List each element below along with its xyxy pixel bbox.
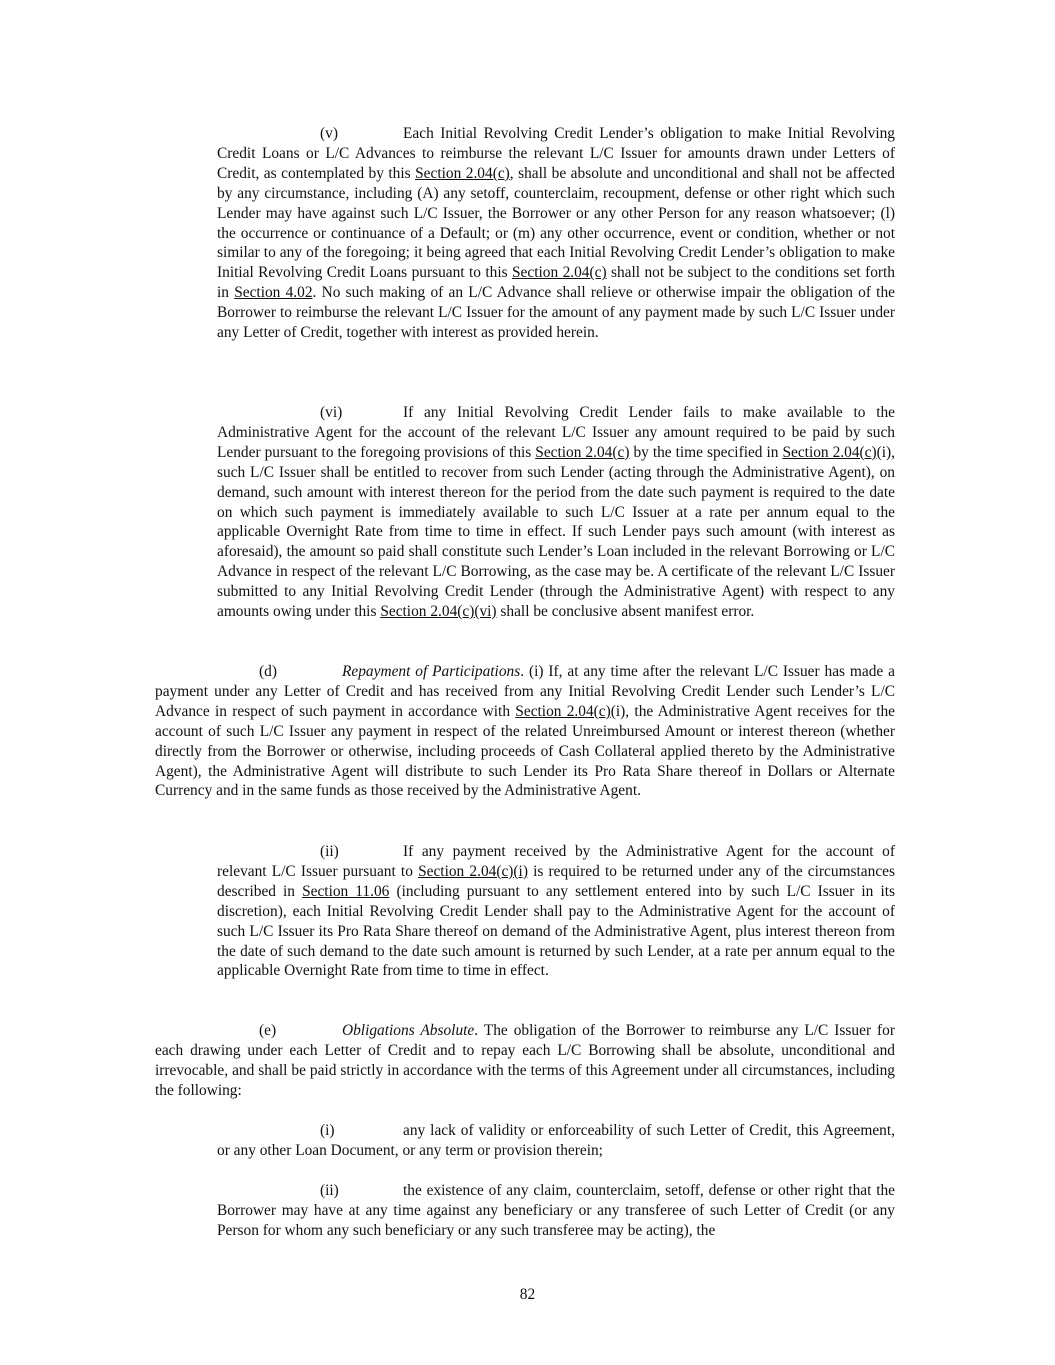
page-number: 82	[519, 1286, 536, 1303]
section-reference: Section 4.02	[234, 284, 313, 302]
paragraph-heading: Obligations Absolute	[342, 1022, 475, 1039]
paragraph-text: . No such making of an L/C Advance shall relieve or otherwise impair the obligation of the Borrower to reimburse the relevant L/C Issuer for the amount of any payment made by such L/C Issuer under any Letter of Credit, together with interest as provided herein.	[217, 284, 895, 342]
paragraph-d-ii	[217, 842, 895, 981]
paragraph-c-v	[217, 124, 895, 343]
section-reference: Section 2.04(c)	[415, 164, 510, 182]
paragraph-text: any lack of validity or enforceability of such Letter of Credit, this Agreement, or any other Loan Document, or any term or provision therein;	[217, 1122, 895, 1159]
paragraph-text: is required to be returned under any of the circumstances described in	[217, 862, 895, 900]
paragraph-text: the existence of any claim, counterclaim, setoff, defense or other right that the Borrower may have at any time against any beneficiary or any transferee of such Letter of Credit (or any Person for whom any such beneficiary or any such transferee may be acting), the	[217, 1182, 895, 1239]
paragraph-e	[155, 1021, 895, 1101]
paragraph-label: (v)	[320, 125, 338, 142]
paragraph-heading: Repayment of Participations	[342, 663, 521, 680]
paragraph-label: (d)	[259, 663, 277, 680]
paragraph-text: If any payment received by the Administrative Agent for the account of relevant L/C Issuer pursuant to	[217, 843, 895, 880]
paragraph-label: (e)	[259, 1022, 277, 1039]
section-reference: Section 2.04(c)	[512, 264, 607, 282]
paragraph-text: by the time specified in	[629, 443, 783, 461]
paragraph-e-ii	[217, 1181, 895, 1241]
paragraph-text: shall be conclusive absent manifest error.	[496, 603, 755, 621]
paragraph-e-i	[217, 1121, 895, 1161]
paragraph-text: . The obligation of the Borrower to reimburse any L/C Issuer for each drawing under each Letter of Credit and to repay each L/C Borrowing shall be absolute, unconditional and irrevocable, and shall be paid strictly in accordance with the terms of this Agreement under all circumstances, including the following:	[155, 1022, 895, 1099]
paragraph-text: . (i) If, at any time after the relevant L/C Issuer has made a payment under any Letter of Credit and has received from any Initial Revolving Credit Lender such Lender’s L/C Advance in respect of such payment in accordance with	[155, 663, 895, 720]
paragraph-c-vi	[217, 403, 895, 622]
paragraph-label: (vi)	[320, 404, 343, 421]
section-reference: Section 2.04(c)	[782, 443, 877, 461]
paragraph-text: , shall be absolute and unconditional and shall not be affected by any circumstance, including (A) any setoff, counterclaim, recoupment, defense or other right which such Lender may have against such L/C Issuer, the Borrower or any other Person for any reason whatsoever; (l) the occurrence or continuance of a Default; or (m) any other occurrence, event or condition, whether or not similar to any of the foregoing; it being agreed that each Initial Revolving Credit Lender’s obligation to make Initial Revolving Credit Loans pursuant to this	[217, 164, 895, 282]
paragraph-text: (including pursuant to any settlement entered into by such L/C Issuer in its discretion), each Initial Revolving Credit Lender shall pay to the Administrative Agent for the account of such L/C Issuer its Pro Rata Share thereof on demand of the Administrative Agent, plus interest thereon from the date of such demand to the date such amount is returned by such Lender, at a rate per annum equal to the applicable Overnight Rate from time to time in effect.	[217, 882, 895, 980]
paragraph-text: Each Initial Revolving Credit Lender’s obligation to make Initial Revolving Credit Loans or L/C Advances to reimburse the relevant L/C Issuer for amounts drawn under Letters of Credit, as contemplated by this	[217, 125, 895, 182]
paragraph-d	[155, 662, 895, 801]
paragraph-text: (i), the Administrative Agent receives for the account of such L/C Issuer any payment in respect of the related Unreimbursed Amount or interest thereon (whether directly from the Borrower or otherwise, including proceeds of Cash Collateral applied thereto by the Administrative Agent), the Administrative Agent will distribute to such Lender its Pro Rata Share thereof in Dollars or Alternate Currency and in the same funds as those received by the Administrative Agent.	[155, 702, 896, 800]
section-reference: Section 2.04(c)(vi)	[380, 603, 497, 621]
section-reference: Section 2.04(c)(i)	[418, 862, 528, 880]
section-reference: Section 2.04(c)	[535, 443, 630, 461]
paragraph-text: shall not be subject to the conditions set forth in	[217, 264, 895, 302]
paragraph-label: (ii)	[320, 843, 339, 860]
paragraph-text: If any Initial Revolving Credit Lender fails to make available to the Administrative Agent for the account of the relevant L/C Issuer any amount required to be paid by such Lender pursuant to the foregoing provisions of this	[217, 404, 895, 461]
paragraph-text: (i), such L/C Issuer shall be entitled to recover from such Lender (acting through the Administrative Agent), on demand, such amount with interest thereon for the period from the date such payment is required to the date on which such payment is immediately available to such L/C Issuer at a rate per annum equal to the applicable Overnight Rate from time to time in effect. If such Lender pays such amount (with interest as aforesaid), the amount so paid shall constitute such Lender’s Loan included in the relevant Borrowing or L/C Advance in respect of the relevant L/C Borrowing, as the case may be. A certificate of the relevant L/C Issuer submitted to any Initial Revolving Credit Lender (through the Administrative Agent) with respect to any amounts owing under this	[217, 443, 895, 621]
paragraph-label: (i)	[320, 1122, 335, 1139]
section-reference: Section 11.06	[302, 882, 390, 900]
paragraph-label: (ii)	[320, 1182, 339, 1199]
section-reference: Section 2.04(c)	[515, 702, 611, 720]
